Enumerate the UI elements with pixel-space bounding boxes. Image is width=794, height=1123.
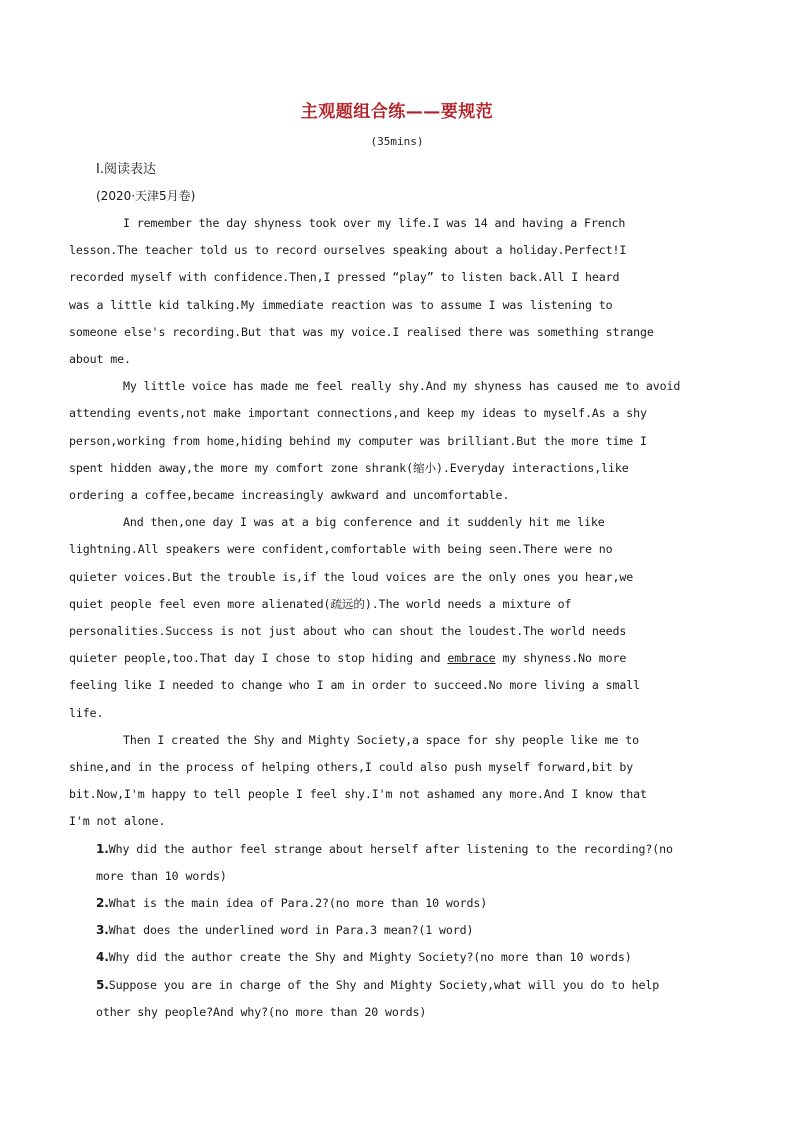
question-3 xyxy=(96,917,696,944)
text-segment: my shyness.No more xyxy=(495,651,627,666)
text-line: ordering a coffee,became increasingly awkward and uncomfortable. xyxy=(69,488,510,503)
question-5-continued: other shy people?And why?(no more than 20 words) xyxy=(96,1004,427,1019)
text-line: I remember the day shyness took over my life.I was 14 and having a French xyxy=(123,216,626,230)
text-line: lightning.All speakers were confident,comfortable with being seen.There were no xyxy=(69,542,613,557)
text-line: about me. xyxy=(69,352,131,367)
text-line: Then I created the Shy and Mighty Society,a space for shy people like me to xyxy=(123,732,640,747)
question-number: 2. xyxy=(96,896,109,911)
text-line: personalities.Success is not just about who can shout the loudest.The world needs xyxy=(69,624,627,639)
question-1 xyxy=(96,836,696,863)
text-line: was a little kid talking.My immediate reaction was to assume I was listening to xyxy=(69,297,613,312)
question-4 xyxy=(96,944,696,971)
paragraph-4 xyxy=(69,727,696,836)
text-line: quiet people feel even more alienated(疏远的).The world needs a mixture of xyxy=(69,596,572,611)
question-number: 4. xyxy=(96,950,109,965)
text-line: feeling like I needed to change who I am in order to succeed.No more living a small xyxy=(69,678,641,693)
text-line-with-underline xyxy=(69,645,696,672)
question-text: Suppose you are in charge of the Shy and Mighty Society,what will you do to help xyxy=(108,977,660,992)
question-text: Why did the author feel strange about herself after listening to the recording?(no xyxy=(108,841,673,856)
text-line: recorded myself with confidence.Then,I pressed “play” to listen back.All I heard xyxy=(69,270,620,285)
underlined-word: embrace xyxy=(447,651,496,666)
paragraph-3 xyxy=(69,509,696,727)
question-list xyxy=(96,836,696,1026)
paragraph-1 xyxy=(69,210,696,373)
text-line: bit.Now,I'm happy to tell people I feel shy.I'm not ashamed any more.And I know that xyxy=(69,787,647,802)
text-line: quieter voices.But the trouble is,if the loud voices are the only ones you hear,we xyxy=(69,569,634,584)
question-2 xyxy=(96,890,696,917)
question-text: What does the underlined word in Para.3 mean?(1 word) xyxy=(108,923,474,938)
question-5 xyxy=(96,972,696,999)
reading-passage xyxy=(69,210,696,836)
text-line: life. xyxy=(69,705,104,720)
paragraph-2 xyxy=(69,373,696,509)
text-line: My little voice has made me feel really shy.And my shyness has caused me to avoid xyxy=(123,379,681,394)
question-number: 3. xyxy=(96,923,109,938)
text-line: spent hidden away,the more my comfort zone shrank(缩小).Everyday interactions,like xyxy=(69,460,629,475)
question-1-continued: more than 10 words) xyxy=(96,868,227,883)
time-limit: (35mins) xyxy=(370,135,424,148)
question-text: What is the main idea of Para.2?(no more than 10 words) xyxy=(108,896,488,911)
text-line: And then,one day I was at a big conference and it suddenly hit me like xyxy=(123,515,605,530)
text-line: person,working from home,hiding behind my computer was brilliant.But the more time I xyxy=(69,433,647,448)
text-line: lesson.The teacher told us to record ourselves speaking about a holiday.Perfect!I xyxy=(69,243,627,258)
text-segment: quieter people,too.That day I chose to stop hiding and xyxy=(69,651,448,666)
text-line: shine,and in the process of helping others,I could also push myself forward,bit by xyxy=(69,760,634,775)
page-title: 主观题组合练——要规范 xyxy=(300,102,494,122)
question-number: 5. xyxy=(96,977,109,992)
section-heading: Ⅰ.阅读表达 xyxy=(96,162,156,177)
question-number: 1. xyxy=(96,841,109,856)
text-line: I'm not alone. xyxy=(69,814,166,829)
source-note: (2020·天津5月卷) xyxy=(96,189,196,203)
text-line: someone else's recording.But that was my voice.I realised there was something strange xyxy=(69,324,654,339)
text-line: attending events,not make important connections,and keep my ideas to myself.As a shy xyxy=(69,406,647,421)
content-body xyxy=(69,160,696,1026)
question-text: Why did the author create the Shy and Mighty Society?(no more than 10 words) xyxy=(108,950,632,965)
